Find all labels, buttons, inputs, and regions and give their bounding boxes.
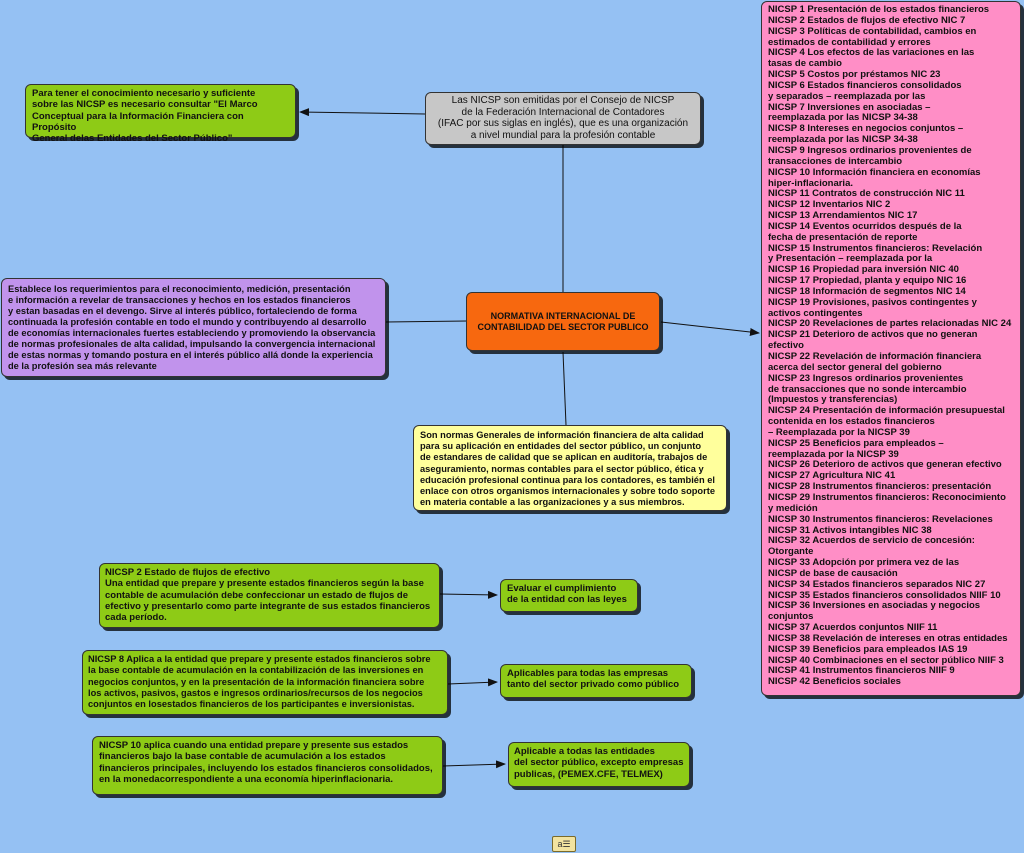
attachment-icon[interactable]: a☰ — [552, 836, 576, 852]
nicsp-list-item: NICSP 41 Instrumentos financieros NIIF 9 — [768, 665, 955, 677]
nicsp-list-item: NICSP 36 Inversiones en asociadas y negocios conjuntos — [768, 600, 981, 623]
nicsp-list-item: NICSP 16 Propiedad para inversión NIC 40 — [768, 264, 959, 276]
nicsp8-note: NICSP 8 Aplica a la entidad que prepare y presente estados financieros sobre la base contable de acumulación en la contabilización de las inversiones en negocios conjuntos, y en la presentación de la información financiera sobre los activos, pasivos, gastos e ingresos ordinarios/recursos de los negocios conjuntos en losestados financieros de los participantes e inversionistas. — [82, 650, 448, 715]
link-nicsp10 — [443, 764, 505, 766]
central-topic: NORMATIVA INTERNACIONAL DE CONTABILIDAD DEL SECTOR PUBLICO — [466, 292, 660, 351]
nicsp-list-item: NICSP 7 Inversiones en asociadas – reemplazada por las NICSP 34-38 — [768, 101, 931, 124]
nicsp-list-item: NICSP 15 Instrumentos financieros: Revelación y Presentación – reemplazada por la — [768, 242, 983, 265]
link-central-yellow — [563, 352, 566, 425]
nicsp-list-item: NICSP 10 Información financiera en economías hiper-inflacionaria. — [768, 166, 981, 189]
nicsp-list-item: NICSP 25 Beneficios para empleados – reemplazada por la NICSP 39 — [768, 437, 944, 460]
nicsp-list-item: NICSP 33 Adopción por primera vez de las NICSP de base de causación — [768, 557, 960, 579]
nicsp-list-item: NICSP 39 Beneficios para empleados IAS 19 — [768, 643, 968, 655]
link-gray-green — [300, 112, 425, 114]
nicsp-list-item: NICSP 8 Intereses en negocios conjuntos – reemplazada por las NICSP 34-38 — [768, 123, 964, 146]
marco-conceptual-note: Para tener el conocimiento necesario y suficiente sobre las NICSP es necesario consultar "El Marco Conceptual para la Información Financiera con Propósito General delas Entidades del Sector Público" — [25, 84, 296, 138]
nicsp-list-item: NICSP 26 Deterioro de activos que generan efectivo — [768, 459, 1002, 471]
requerimientos-note: Establece los requerimientos para el reconocimiento, medición, presentación e información a revelar de transacciones y hechos en los estados financieros y estan basadas en el devengo. Sirve al interés público, fortaleciendo de forma continuada la profesión contable en todo el mundo y contribuyendo al desarrollo de economías internacionales fuertes estableciendo y promoviendo la observancia de normas profesionales de alta calidad, impulsando la convergencia internacional de estas normas y tomando postura en el interés público allá donde la experiencia de la profesión sea más relevante — [1, 278, 386, 377]
nicsp-list-item: NICSP 5 Costos por préstamos NIC 23 — [768, 69, 941, 81]
nicsp-list-item: NICSP 14 Eventos ocurridos después de la fecha de presentación de reporte — [768, 220, 962, 243]
nicsp10-note: NICSP 10 aplica cuando una entidad prepare y presente sus estados financieros bajo la base contable de acumulación a los estados financieros principales, incluyendo los estados financieros consolidados, en la monedacorrespondiente a una economía hiperinflacionaria. — [92, 736, 443, 795]
nicsp-list-item: NICSP 31 Activos intangibles NIC 38 — [768, 524, 932, 536]
nicsp-list-item: NICSP 22 Revelación de información financiera acerca del sector general del gobierno — [768, 351, 982, 373]
nicsp-list-item: NICSP 1 Presentación de los estados financieros — [768, 4, 990, 15]
nicsp-list-item: NICSP 30 Instrumentos financieros: Revelaciones — [768, 513, 993, 525]
nicsp-list-item: NICSP 23 Ingresos ordinarios provenientes de transacciones que no sonde intercambio (Impuestos y transferencias) — [768, 372, 967, 406]
nicsp-list-item: NICSP 11 Contratos de construcción NIC 11 — [768, 188, 965, 200]
link-central-violet — [386, 321, 467, 322]
nicsp-list-item: NICSP 4 Los efectos de las variaciones en las tasas de cambio — [768, 47, 975, 70]
ifac-note: Las NICSP son emitidas por el Consejo de NICSP de la Federación Internacional de Contadores (IFAC por sus siglas en inglés), que es una organización a nivel mundial para la profesión contable — [425, 92, 701, 145]
nicsp-list-item: NICSP 3 Políticas de contabilidad, cambios en estimados de contabilidad y errores — [768, 25, 977, 48]
nicsp-list-item: NICSP 40 Combinaciones en el sector público NIIF 3 — [768, 654, 1004, 666]
nicsp-list-item: NICSP 29 Instrumentos financieros: Reconocimiento y medición — [768, 491, 1006, 514]
nicsp-list-item: NICSP 37 Acuerdos conjuntos NIIF 11 — [768, 622, 938, 634]
nicsp8-result: Aplicables para todas las empresas tanto del sector privado como público — [500, 664, 692, 698]
nicsp10-result: Aplicable a todas las entidades del sector público, excepto empresas publicas, (PEMEX.CFE, TELMEX) — [508, 742, 690, 787]
nicsp-list-item: NICSP 6 Estados financieros consolidados y separados – reemplazada por las — [768, 79, 962, 102]
nicsp-list-item: NICSP 18 Información de segmentos NIC 14 — [768, 285, 966, 297]
nicsp-list-item: NICSP 19 Provisiones, pasivos contingentes y activos contingentes — [768, 296, 977, 319]
nicsp-list-item: NICSP 24 Presentación de información presupuestal contenida en los estados financieros – Reemplazada por la NICSP 39 — [768, 405, 1005, 438]
nicsp2-note: NICSP 2 Estado de flujos de efectivo Una entidad que prepare y presente estados financieros según la base contable de acumulación debe confeccionar un estado de flujos de efectivo y presentarlo como parte integrante de sus estados financieros cada período. — [99, 563, 440, 628]
nicsp-list-item: NICSP 9 Ingresos ordinarios provenientes de transacciones de intercambio — [768, 144, 972, 167]
nicsp-list-item: NICSP 28 Instrumentos financieros: presentación — [768, 481, 992, 493]
nicsp2-result: Evaluar el cumplimiento de la entidad con las leyes — [500, 579, 638, 612]
nicsp-list — [761, 1, 1021, 696]
nicsp-list-item: NICSP 32 Acuerdos de servicio de concesión: Otorgante — [768, 535, 975, 558]
nicsp-list-item: NICSP 35 Estados financieros consolidados NIIF 10 — [768, 589, 1001, 601]
link-central-list — [661, 322, 759, 333]
normas-generales-note: Son normas Generales de información financiera de alta calidad para su aplicación en entidades del sector público, un conjunto de estandares de calidad que se aplican en auditoría, trabajos de aseguramiento, normas contables para el sector público, ética y educación profesional continua para los contadores, es también el enlace con otros organismos internacionales y sobre todo soporte en materia contable a las organizaciones y a sus miembros. — [413, 425, 727, 511]
nicsp-list-item: NICSP 34 Estados financieros separados NIC 27 — [768, 578, 986, 590]
nicsp-list-item: NICSP 2 Estados de flujos de efectivo NIC 7 — [768, 14, 966, 26]
link-nicsp2 — [440, 594, 497, 595]
nicsp-list-item: NICSP 13 Arrendamientos NIC 17 — [768, 210, 918, 222]
nicsp-list-item: NICSP 21 Deterioro de activos que no generan efectivo — [768, 329, 978, 352]
nicsp-list-item: NICSP 20 Revelaciones de partes relacionadas NIC 24 — [768, 318, 1012, 330]
nicsp-list-item: NICSP 12 Inventarios NIC 2 — [768, 199, 891, 211]
nicsp-list-item: NICSP 38 Revelación de intereses en otras entidades — [768, 632, 1008, 644]
nicsp-list-item: NICSP 17 Propiedad, planta y equipo NIC 16 — [768, 275, 967, 287]
nicsp-list-item: NICSP 42 Beneficios sociales — [768, 676, 901, 688]
nicsp-list-item: NICSP 27 Agricultura NIC 41 — [768, 470, 896, 482]
link-nicsp8 — [448, 682, 497, 684]
